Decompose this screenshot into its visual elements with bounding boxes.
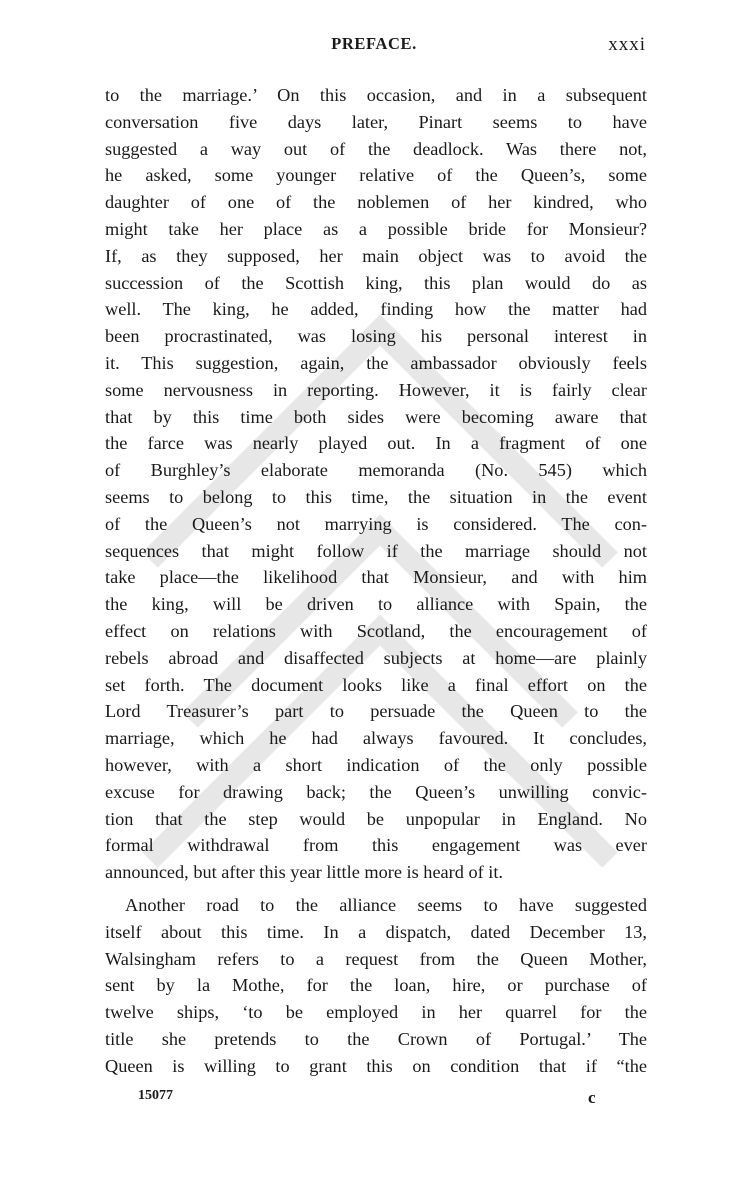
text-line: suggested a way out of the deadlock. Was there not,	[105, 138, 647, 159]
text-line: daughter of one of the noblemen of her kindred, who	[105, 192, 647, 213]
text-line: been procrastinated, was losing his personal interest in	[105, 326, 647, 347]
paragraph-2	[105, 892, 647, 1080]
text-line: excuse for drawing back; the Queen’s unwilling convic-	[105, 781, 647, 802]
text-line: it. This suggestion, again, the ambassador obviously feels	[105, 352, 647, 373]
text-line: sent by la Mothe, for the loan, hire, or purchase of	[105, 975, 647, 996]
text-line: to the marriage.’ On this occasion, and in a subsequent	[105, 85, 647, 105]
text-line: the farce was nearly played out. In a fragment of one	[105, 433, 647, 454]
text-line: Walsingham refers to a request from the Queen Mother,	[105, 948, 647, 969]
text-line: however, with a short indication of the only possible	[105, 754, 647, 775]
text-line: If, as they supposed, her main object was to avoid the	[105, 245, 647, 266]
text-line: some nervousness in reporting. However, it is fairly clear	[105, 379, 647, 400]
text-line: title she pretends to the Crown of Portugal.’ The	[105, 1028, 647, 1049]
text-line: seems to belong to this time, the situation in the event	[105, 486, 647, 507]
text-line: succession of the Scottish king, this plan would do as	[105, 272, 647, 293]
printer-signature-number: 15077	[138, 1088, 173, 1103]
text-line: marriage, which he had always favoured. It concludes,	[105, 728, 647, 749]
page-footer	[0, 1088, 748, 1118]
text-line: effect on relations with Scotland, the encouragement of	[105, 620, 647, 641]
paragraph-1	[105, 82, 647, 886]
text-line: that by this time both sides were becoming aware that	[105, 406, 647, 427]
text-line: rebels abroad and disaffected subjects at home—are plainly	[105, 647, 647, 668]
text-line: Lord Treasurer’s part to persuade the Queen to the	[105, 701, 647, 722]
running-title: PREFACE.	[331, 34, 417, 53]
page-number: xxxi	[608, 34, 646, 55]
text-line: of the Queen’s not marrying is considered. The con-	[105, 513, 647, 534]
text-line: tion that the step would be unpopular in England. No	[105, 808, 647, 829]
text-line: he asked, some younger relative of the Queen’s, some	[105, 165, 647, 186]
text-line: Queen is willing to grant this on condition that if “the	[105, 1055, 647, 1076]
text-line: twelve ships, ‘to be employed in her quarrel for the	[105, 1002, 647, 1023]
text-line: might take her place as a possible bride for Monsieur?	[105, 218, 647, 239]
text-line: Another road to the alliance seems to have suggested	[125, 895, 647, 915]
text-line: take place—the likelihood that Monsieur, and with him	[105, 567, 647, 588]
text-line: the king, will be driven to alliance with Spain, the	[105, 594, 647, 615]
text-line: announced, but after this year little more is heard of it.	[105, 862, 503, 883]
text-line: well. The king, he added, finding how the matter had	[105, 299, 647, 320]
text-line: set forth. The document looks like a final effort on the	[105, 674, 647, 695]
text-line: itself about this time. In a dispatch, dated December 13,	[105, 921, 647, 942]
page-header	[0, 34, 748, 64]
text-line: sequences that might follow if the marriage should not	[105, 540, 647, 561]
text-line: formal withdrawal from this engagement was ever	[105, 835, 647, 856]
gathering-mark: c	[588, 1088, 596, 1107]
text-line: of Burghley’s elaborate memoranda (No. 545) which	[105, 460, 647, 481]
text-line: conversation five days later, Pinart seems to have	[105, 111, 647, 132]
